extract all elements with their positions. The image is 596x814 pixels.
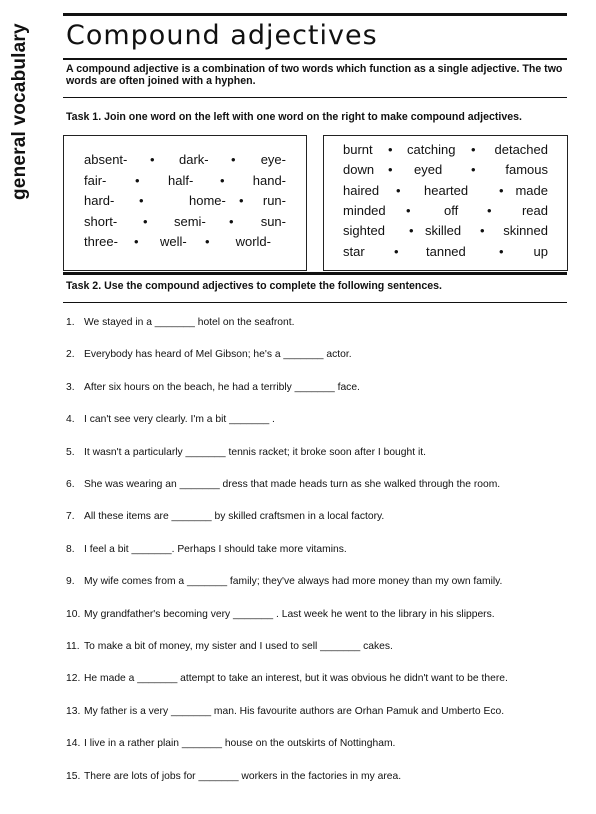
bullet-separator: • [471,142,476,157]
sentence-number: 8. [66,543,75,555]
word: fair- [84,172,107,188]
word-row [324,244,567,262]
word: down [343,162,375,178]
section-label: general vocabulary [9,23,30,200]
bullet-separator: • [388,142,393,157]
sentence-text: I feel a bit _______. Perhaps I should take more vitamins. [84,543,347,555]
word: eyed [414,162,443,178]
sentence-number: 10. [66,608,81,620]
word-row [324,142,567,160]
sentence-number: 7. [66,511,75,523]
word: haired [343,182,380,198]
word-row [324,183,567,201]
bullet-separator: • [499,243,504,259]
bullet-separator: • [388,162,393,178]
top-rule [63,13,567,16]
sentence-text: My father is a very _______ man. His favourite authors are Orhan Pamuk and Umberto Eco. [84,705,505,717]
word: sighted [343,223,385,239]
bullet-separator: • [394,243,399,259]
word-row [64,193,306,211]
word: minded [343,202,386,218]
sentence-item [66,576,502,587]
bullet-separator: • [139,193,144,208]
word-row [64,234,306,252]
sentence-text: We stayed in a _______ hotel on the seafront. [84,317,295,328]
word: hard- [84,193,115,208]
word: eye- [260,152,286,167]
word: dark- [179,152,209,167]
sentence-text: To make a bit of money, my sister and I used to sell _______ cakes. [84,641,393,652]
word: short- [84,213,118,229]
intro-rule [63,97,567,98]
sentence-number: 13. [66,705,81,717]
sentence-text: My grandfather's becoming very _______ . Last week he went to the library in his slippers. [84,608,495,620]
word: up [533,243,548,259]
word: hearted [424,182,469,198]
title-rule [63,58,567,60]
word: detached [494,142,548,157]
sentence-number: 9. [66,576,75,588]
word: famous [505,162,548,178]
word: star [343,243,365,259]
word: skilled [425,223,462,239]
bullet-separator: • [487,202,492,218]
bullet-separator: • [409,223,414,239]
word-row [64,152,306,170]
sentence-text: Everybody has heard of Mel Gibson; he's a _______ actor. [84,349,352,361]
page-title: Compound adjectives [66,20,378,51]
sentence-text: After six hours on the beach, he had a terribly _______ face. [84,381,360,393]
sentence-item [66,544,347,555]
bullet-separator: • [220,172,225,188]
word: catching [407,142,456,157]
word: well- [160,234,187,249]
bullet-separator: • [150,152,155,167]
right-word-box [323,135,568,271]
word: half- [168,172,194,188]
word: world- [235,234,271,249]
intro-text: A compound adjective is a combination of two words which function as a single adjective. The two words are often joined with a hyphen. [66,63,563,87]
word: three- [84,234,118,249]
sentence-item [66,349,352,360]
word: absent- [84,152,128,167]
sentence-text: My wife comes from a _______ family; they've always had more money than my own family. [84,576,503,588]
sentence-text: I live in a rather plain _______ house on the outskirts of Nottingham. [84,738,396,750]
sentence-number: 2. [66,349,75,361]
word: home- [189,193,226,208]
sentence-item [66,641,393,652]
bullet-separator: • [134,234,139,249]
bullet-separator: • [239,193,244,208]
word: skinned [503,223,548,239]
task1-heading: Task 1. Join one word on the left with one word on the right to make compound adjectives. [66,111,522,123]
sentence-item [66,317,294,328]
sentence-item [66,706,504,717]
word-row [324,162,567,180]
left-word-box [63,135,307,271]
sentence-text: It wasn't a particularly _______ tennis racket; it broke soon after I bought it. [84,446,426,458]
word-row [64,214,306,232]
sentence-number: 3. [66,381,75,393]
word: tanned [426,243,466,259]
word: burnt [343,142,373,157]
sentence-number: 6. [66,479,75,490]
sentence-number: 4. [66,414,75,426]
sentence-text: She was wearing an _______ dress that made heads turn as she walked through the room. [84,479,501,490]
bullet-separator: • [143,213,148,229]
bullet-separator: • [231,152,236,167]
sentence-item [66,738,395,749]
word: sun- [260,213,286,229]
bullet-separator: • [406,202,411,218]
task2-heading: Task 2. Use the compound adjectives to complete the following sentences. [66,280,442,292]
word-row [324,203,567,221]
word-row [64,173,306,191]
sentence-item [66,382,360,393]
word: made [515,182,548,198]
sentence-number: 12. [66,673,81,685]
sentence-number: 11. [66,641,80,652]
sentence-item [66,673,508,684]
word: semi- [174,213,206,229]
bullet-separator: • [396,182,401,198]
sentence-text: All these items are _______ by skilled craftsmen in a local factory. [84,511,385,523]
sentence-text: There are lots of jobs for _______ workers in the factories in my area. [84,770,402,782]
word-row [324,223,567,241]
sentence-item [66,771,401,782]
sentence-item [66,479,500,490]
word: run- [262,193,286,208]
sentence-item [66,414,275,425]
sentence-item [66,447,426,458]
sentence-text: I can't see very clearly. I'm a bit _______ . [84,414,275,426]
sentence-number: 1. [66,317,75,328]
word: off [444,202,459,218]
word: hand- [252,172,286,188]
sentence-item [66,511,384,522]
bullet-separator: • [135,172,140,188]
sentence-item [66,609,495,620]
word: read [521,202,548,218]
task2-rule [63,302,567,303]
bullet-separator: • [480,223,485,239]
sentence-number: 14. [66,738,81,750]
sentence-number: 5. [66,446,75,458]
bullet-separator: • [471,162,476,178]
sentence-text: He made a _______ attempt to take an interest, but it was obvious he didn't want to be there. [84,673,508,685]
sentence-number: 15. [66,770,81,782]
bullet-separator: • [205,234,210,249]
task-divider-rule [63,272,567,275]
bullet-separator: • [229,213,234,229]
bullet-separator: • [499,182,504,198]
